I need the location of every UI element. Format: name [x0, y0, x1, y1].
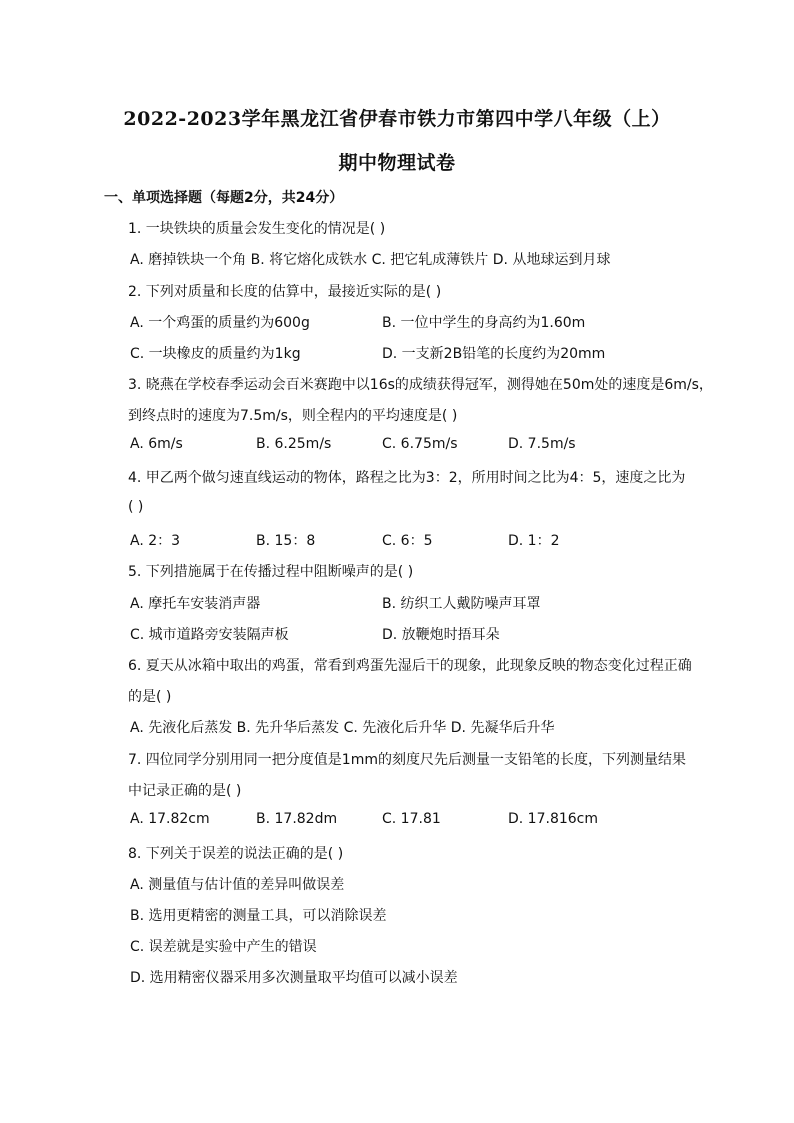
question-1-stem: 1. 一块铁块的质量会发生变化的情况是( )	[128, 221, 386, 237]
question-5-option-d: D. 放鞭炮时捂耳朵	[382, 627, 500, 643]
question-7-stem-line1: 7. 四位同学分别用同一把分度值是1mm的刻度尺先后测量一支铅笔的长度，下列测量结果	[128, 752, 686, 768]
question-3-stem-line1: 3. 晓燕在学校春季运动会百米赛跑中以16s的成绩获得冠军，测得她在50m处的速度是6m/s，	[128, 377, 713, 393]
question-7-option-b: B. 17.82dm	[256, 811, 338, 827]
question-6-stem-line2: 的是( )	[128, 689, 172, 705]
question-2-option-d: D. 一支新2B铅笔的长度约为20mm	[382, 346, 606, 362]
question-8-option-c: C. 误差就是实验中产生的错误	[130, 939, 317, 955]
question-8-stem: 8. 下列关于误差的说法正确的是( )	[128, 846, 344, 862]
question-2-option-c: C. 一块橡皮的质量约为1kg	[130, 346, 301, 362]
question-3-option-a: A. 6m/s	[130, 436, 183, 452]
question-1-options: A. 磨掉铁块一个角 B. 将它熔化成铁水 C. 把它轧成薄铁片 D. 从地球运到月球	[130, 252, 611, 268]
question-4-option-c: C. 6：5	[382, 533, 433, 549]
question-2-option-a: A. 一个鸡蛋的质量约为600g	[130, 315, 310, 331]
question-6-stem-line1: 6. 夏天从冰箱中取出的鸡蛋，常看到鸡蛋先湿后干的现象，此现象反映的物态变化过程正确	[128, 658, 692, 674]
question-4-stem-line1: 4. 甲乙两个做匀速直线运动的物体，路程之比为3：2，所用时间之比为4：5，速度之比为	[128, 470, 686, 486]
question-3-option-b: B. 6.25m/s	[256, 436, 332, 452]
question-2-option-b: B. 一位中学生的身高约为1.60m	[382, 315, 586, 331]
question-8-option-a: A. 测量值与估计值的差异叫做误差	[130, 877, 345, 893]
question-2-stem: 2. 下列对质量和长度的估算中，最接近实际的是( )	[128, 284, 442, 300]
question-4-option-a: A. 2：3	[130, 533, 181, 549]
question-5-option-c: C. 城市道路旁安装隔声板	[130, 627, 289, 643]
question-7-option-c: C. 17.81	[382, 811, 441, 827]
question-3-stem-line2: 到终点时的速度为7.5m/s，则全程内的平均速度是( )	[128, 408, 458, 424]
question-3-option-c: C. 6.75m/s	[382, 436, 458, 452]
question-5-option-b: B. 纺织工人戴防噪声耳罩	[382, 596, 541, 612]
question-7-option-a: A. 17.82cm	[130, 811, 210, 827]
question-5-stem: 5. 下列措施属于在传播过程中阻断噪声的是( )	[128, 564, 414, 580]
question-5-option-a: A. 摩托车安装消声器	[130, 596, 261, 612]
question-8-option-b: B. 选用更精密的测量工具，可以消除误差	[130, 908, 387, 924]
question-7-option-d: D. 17.816cm	[508, 811, 599, 827]
question-7-stem-line2: 中记录正确的是( )	[128, 783, 242, 799]
question-4-option-b: B. 15：8	[256, 533, 316, 549]
exam-title-line1: 2022-2023学年黑龙江省伊春市铁力市第四中学八年级（上）	[123, 108, 671, 130]
question-4-option-d: D. 1：2	[508, 533, 560, 549]
question-6-options: A. 先液化后蒸发 B. 先升华后蒸发 C. 先液化后升华 D. 先凝华后升华	[130, 720, 555, 736]
question-3-option-d: D. 7.5m/s	[508, 436, 576, 452]
question-8-option-d: D. 选用精密仪器采用多次测量取平均值可以减小误差	[130, 970, 458, 986]
question-4-stem-line2: ( )	[128, 499, 144, 515]
section-heading: 一、单项选择题（每题2分，共24分）	[104, 190, 344, 206]
exam-title-line2: 期中物理试卷	[338, 152, 456, 174]
